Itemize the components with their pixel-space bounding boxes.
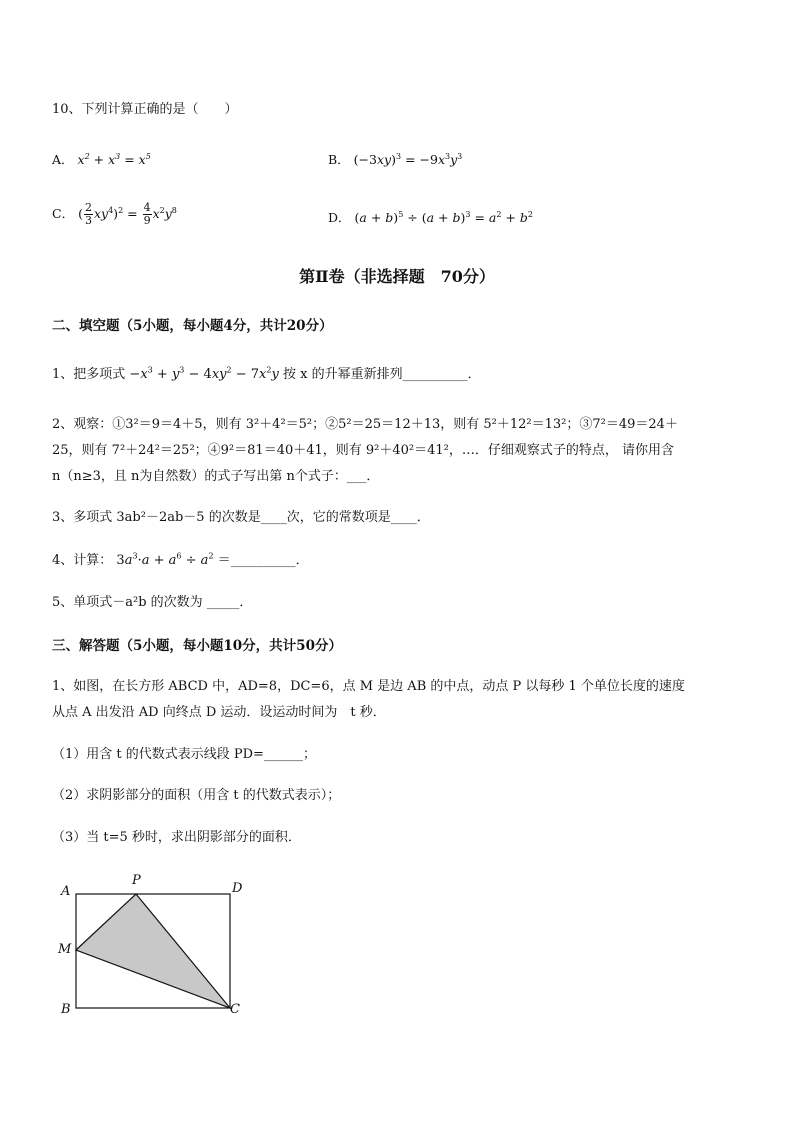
fill-question-3: 3、多项式 3ab²－2ab－5 的次数是____次，它的常数项是____． [52,510,430,525]
shaded-triangle [76,894,230,1008]
solve-question-1-part-3: （3）当 t=5 秒时，求出阴影部分的面积． [52,830,301,845]
q10-option-d-label: D． [328,210,351,225]
fill-q4-suffix: ＝__________． [217,553,309,568]
label-a: A [61,884,71,899]
q10-option-c [52,202,177,227]
fill-question-4 [52,551,309,571]
q10-option-a [52,150,151,168]
q10-option-d [328,208,533,226]
fill-question-2-line-3: n（n≥3，且 n为自然数）的式子写出第 n个式子：___． [52,469,380,484]
label-b: B [61,1002,71,1017]
q10-stem: 10、下列计算正确的是（ ） [52,102,238,117]
fraction: $\frac{2}{3}$ [84,201,92,227]
solve-question-1-line-2: 从点 A 出发沿 AD 向终点 D 运动．设运动时间为 t 秒． [52,705,386,720]
q10-option-b-label: B． [328,152,350,167]
part2-title: 第Ⅱ卷（非选择题 70分） [299,267,495,286]
fill-q4-prefix: 4、计算： [52,553,113,568]
q10-option-b-expr: $(-3xy)^3 = -9x^3y^3$ [353,151,463,167]
q10-option-d-expr: $(a + b)^5 \div (a + b)^3 = a^2 + b^2$ [354,209,533,225]
label-d: D [232,881,243,896]
label-c: C [230,1002,240,1017]
q10-option-b [328,150,462,168]
rectangle-figure [52,870,272,1030]
label-m: M [58,942,72,957]
fill-q4-expression: $3a^3\cdot a + a^6 \div a^2$ [116,551,214,568]
solve-question-1-part-1: （1）用含 t 的代数式表示线段 PD=______； [52,747,316,762]
label-p: P [132,873,141,888]
fraction: $\frac{4}{9}$ [143,201,151,227]
fill-question-1 [52,365,481,385]
fill-question-2-line-2: 25，则有 7²＋24²＝25²；④9²＝81＝40＋41，则有 9²＋40²＝41²，…．仔细观察式子的特点， 请你用含 [52,443,675,458]
solve-question-1-part-2: （2）求阴影部分的面积（用含 t 的代数式表示）； [52,788,341,803]
fill-q1-prefix: 1、把多项式 [52,367,126,382]
fill-question-2-line-1: 2、观察：①3²＝9＝4＋5，则有 3²＋4²＝5²；②5²＝25＝12＋13，则有 5²＋12²＝13²；③7²＝49＝24＋ [52,417,678,432]
fill-question-5: 5、单项式－a²b 的次数为 _____． [52,595,253,610]
section-solve-title: 三、解答题（5小题，每小题10分，共计50分） [52,638,342,654]
q10-option-a-expr: $x^2 + x^3 = x^5$ [77,151,151,167]
q10-option-a-label: A． [52,152,74,167]
q10-option-c-expr: ( $\frac{2}{3}$ $xy^4)^2$ = $\frac{4}{9}$ $x^2y^8$ [78,201,177,227]
fill-q1-suffix: 按 x 的升幂重新排列__________． [282,367,481,382]
section-fill-in-title: 二、填空题（5小题，每小题4分，共计20分） [52,318,333,334]
solve-question-1-line-1: 1、如图，在长方形 ABCD 中，AD=8，DC=6，点 M 是边 AB 的中点，动点 P 以每秒 1 个单位长度的速度 [52,679,685,694]
fill-q1-polynomial: $-x^3 + y^3 - 4xy^2 - 7x^2y$ [129,365,279,382]
q10-option-c-label: C． [52,206,75,221]
